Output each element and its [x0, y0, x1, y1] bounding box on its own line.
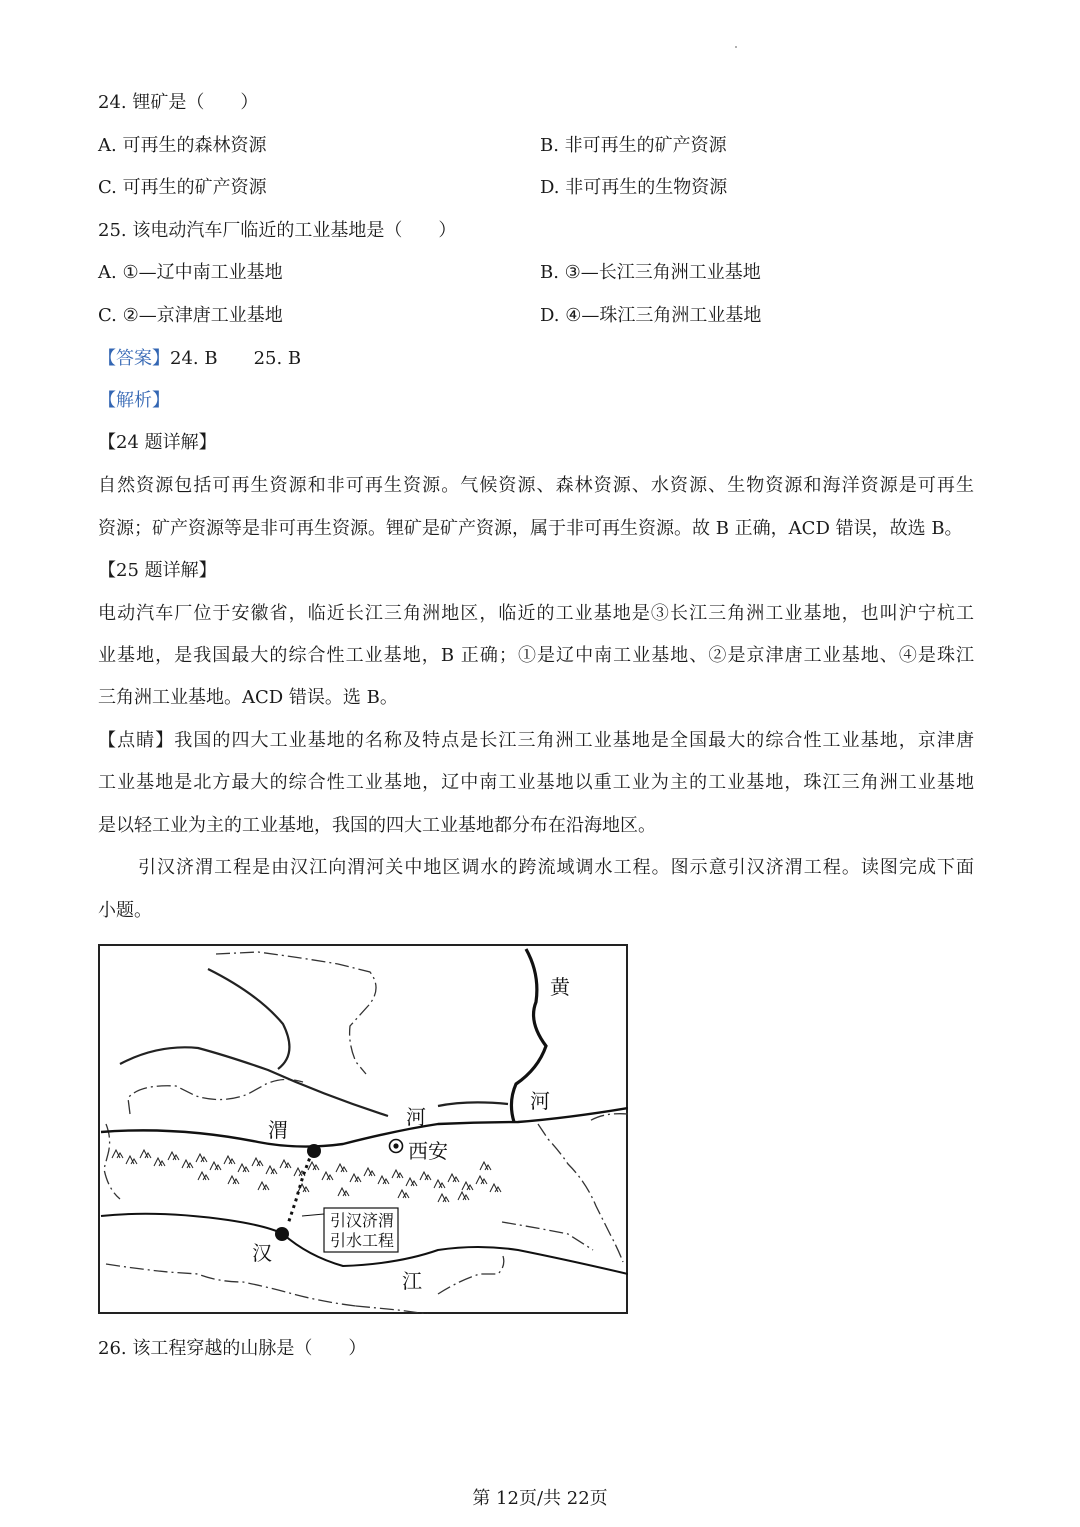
detail25-line-2: 业基地，是我国最大的综合性工业基地，B 正确；①是辽中南工业基地、②是京津唐工业基地、④是珠江: [98, 645, 974, 666]
label-he-wei: 河: [406, 1105, 426, 1129]
intro-line-1: 引汉济渭工程是由汉江向渭河关中地区调水的跨流域调水工程。图示意引汉济渭工程。读图完成下面: [138, 857, 974, 878]
q26-stem: 26. 该工程穿越的山脉是（ ）: [98, 1338, 367, 1359]
scan-speck: [735, 46, 737, 48]
q25-stem: 25. 该电动汽车厂临近的工业基地是（ ）: [98, 220, 457, 241]
answer-row: [98, 347, 301, 371]
tip-line-2: 工业基地是北方最大的综合性工业基地，辽中南工业基地以重工业为主的工业基地，珠江三角洲工业基地: [98, 772, 974, 793]
label-wei: 渭: [268, 1118, 288, 1142]
xian-symbol-dot: [393, 1143, 398, 1148]
callout-line-1: 引汉济渭: [330, 1211, 395, 1230]
q25-option-a: A. ①—辽中南工业基地: [98, 262, 283, 283]
detail25-title: 【25 题详解】: [98, 560, 217, 581]
answer-label: 【答案】: [98, 348, 170, 369]
han-intake-point: [275, 1227, 289, 1241]
label-he-yellow: 河: [530, 1089, 550, 1113]
detail24-title: 【24 题详解】: [98, 432, 217, 453]
q24-stem: 24. 锂矿是（ ）: [98, 92, 259, 113]
q24-option-c: C. 可再生的矿产资源: [98, 177, 267, 198]
detail24-line-1: 自然资源包括可再生资源和非可再生资源。气候资源、森林资源、水资源、生物资源和海洋资源是可再生: [98, 475, 974, 496]
label-huang: 黄: [550, 975, 570, 999]
analysis-label: 【解析】: [98, 390, 170, 411]
label-jiang: 江: [402, 1269, 422, 1293]
detail25-line-3: 三角洲工业基地。ACD 错误。选 B。: [98, 687, 398, 708]
q24-option-a: A. 可再生的森林资源: [98, 135, 267, 156]
q25-option-c: C. ②—京津唐工业基地: [98, 305, 283, 326]
answer-text: 24. B 25. B: [170, 348, 302, 369]
intro-line-2: 小题。: [98, 900, 152, 921]
callout-line-2: 引水工程: [330, 1231, 395, 1250]
q25-option-d: D. ④—珠江三角洲工业基地: [540, 305, 762, 326]
tip-line-3: 是以轻工业为主的工业基地，我国的四大工业基地都分布在沿海地区。: [98, 815, 656, 836]
page-footer: 第 12页/共 22页: [472, 1488, 608, 1509]
wei-intake-point: [307, 1144, 321, 1158]
q25-option-b: B. ③—长江三角洲工业基地: [540, 262, 761, 283]
map-frame: [99, 945, 627, 1313]
q24-option-d: D. 非可再生的生物资源: [540, 177, 728, 198]
tip-line-1: 【点睛】我国的四大工业基地的名称及特点是长江三角洲工业基地是全国最大的综合性工业基地，京津唐: [98, 730, 974, 751]
yinhanjiwei-map: [98, 944, 628, 1314]
label-xian: 西安: [408, 1139, 448, 1163]
detail25-line-1: 电动汽车厂位于安徽省，临近长江三角洲地区，临近的工业基地是③长江三角洲工业基地，也叫沪宁杭工: [98, 603, 974, 624]
q24-option-b: B. 非可再生的矿产资源: [540, 135, 727, 156]
label-han: 汉: [252, 1241, 272, 1265]
detail24-line-2: 资源；矿产资源等是非可再生资源。锂矿是矿产资源，属于非可再生资源。故 B 正确，ACD 错误，故选 B。: [98, 518, 963, 539]
